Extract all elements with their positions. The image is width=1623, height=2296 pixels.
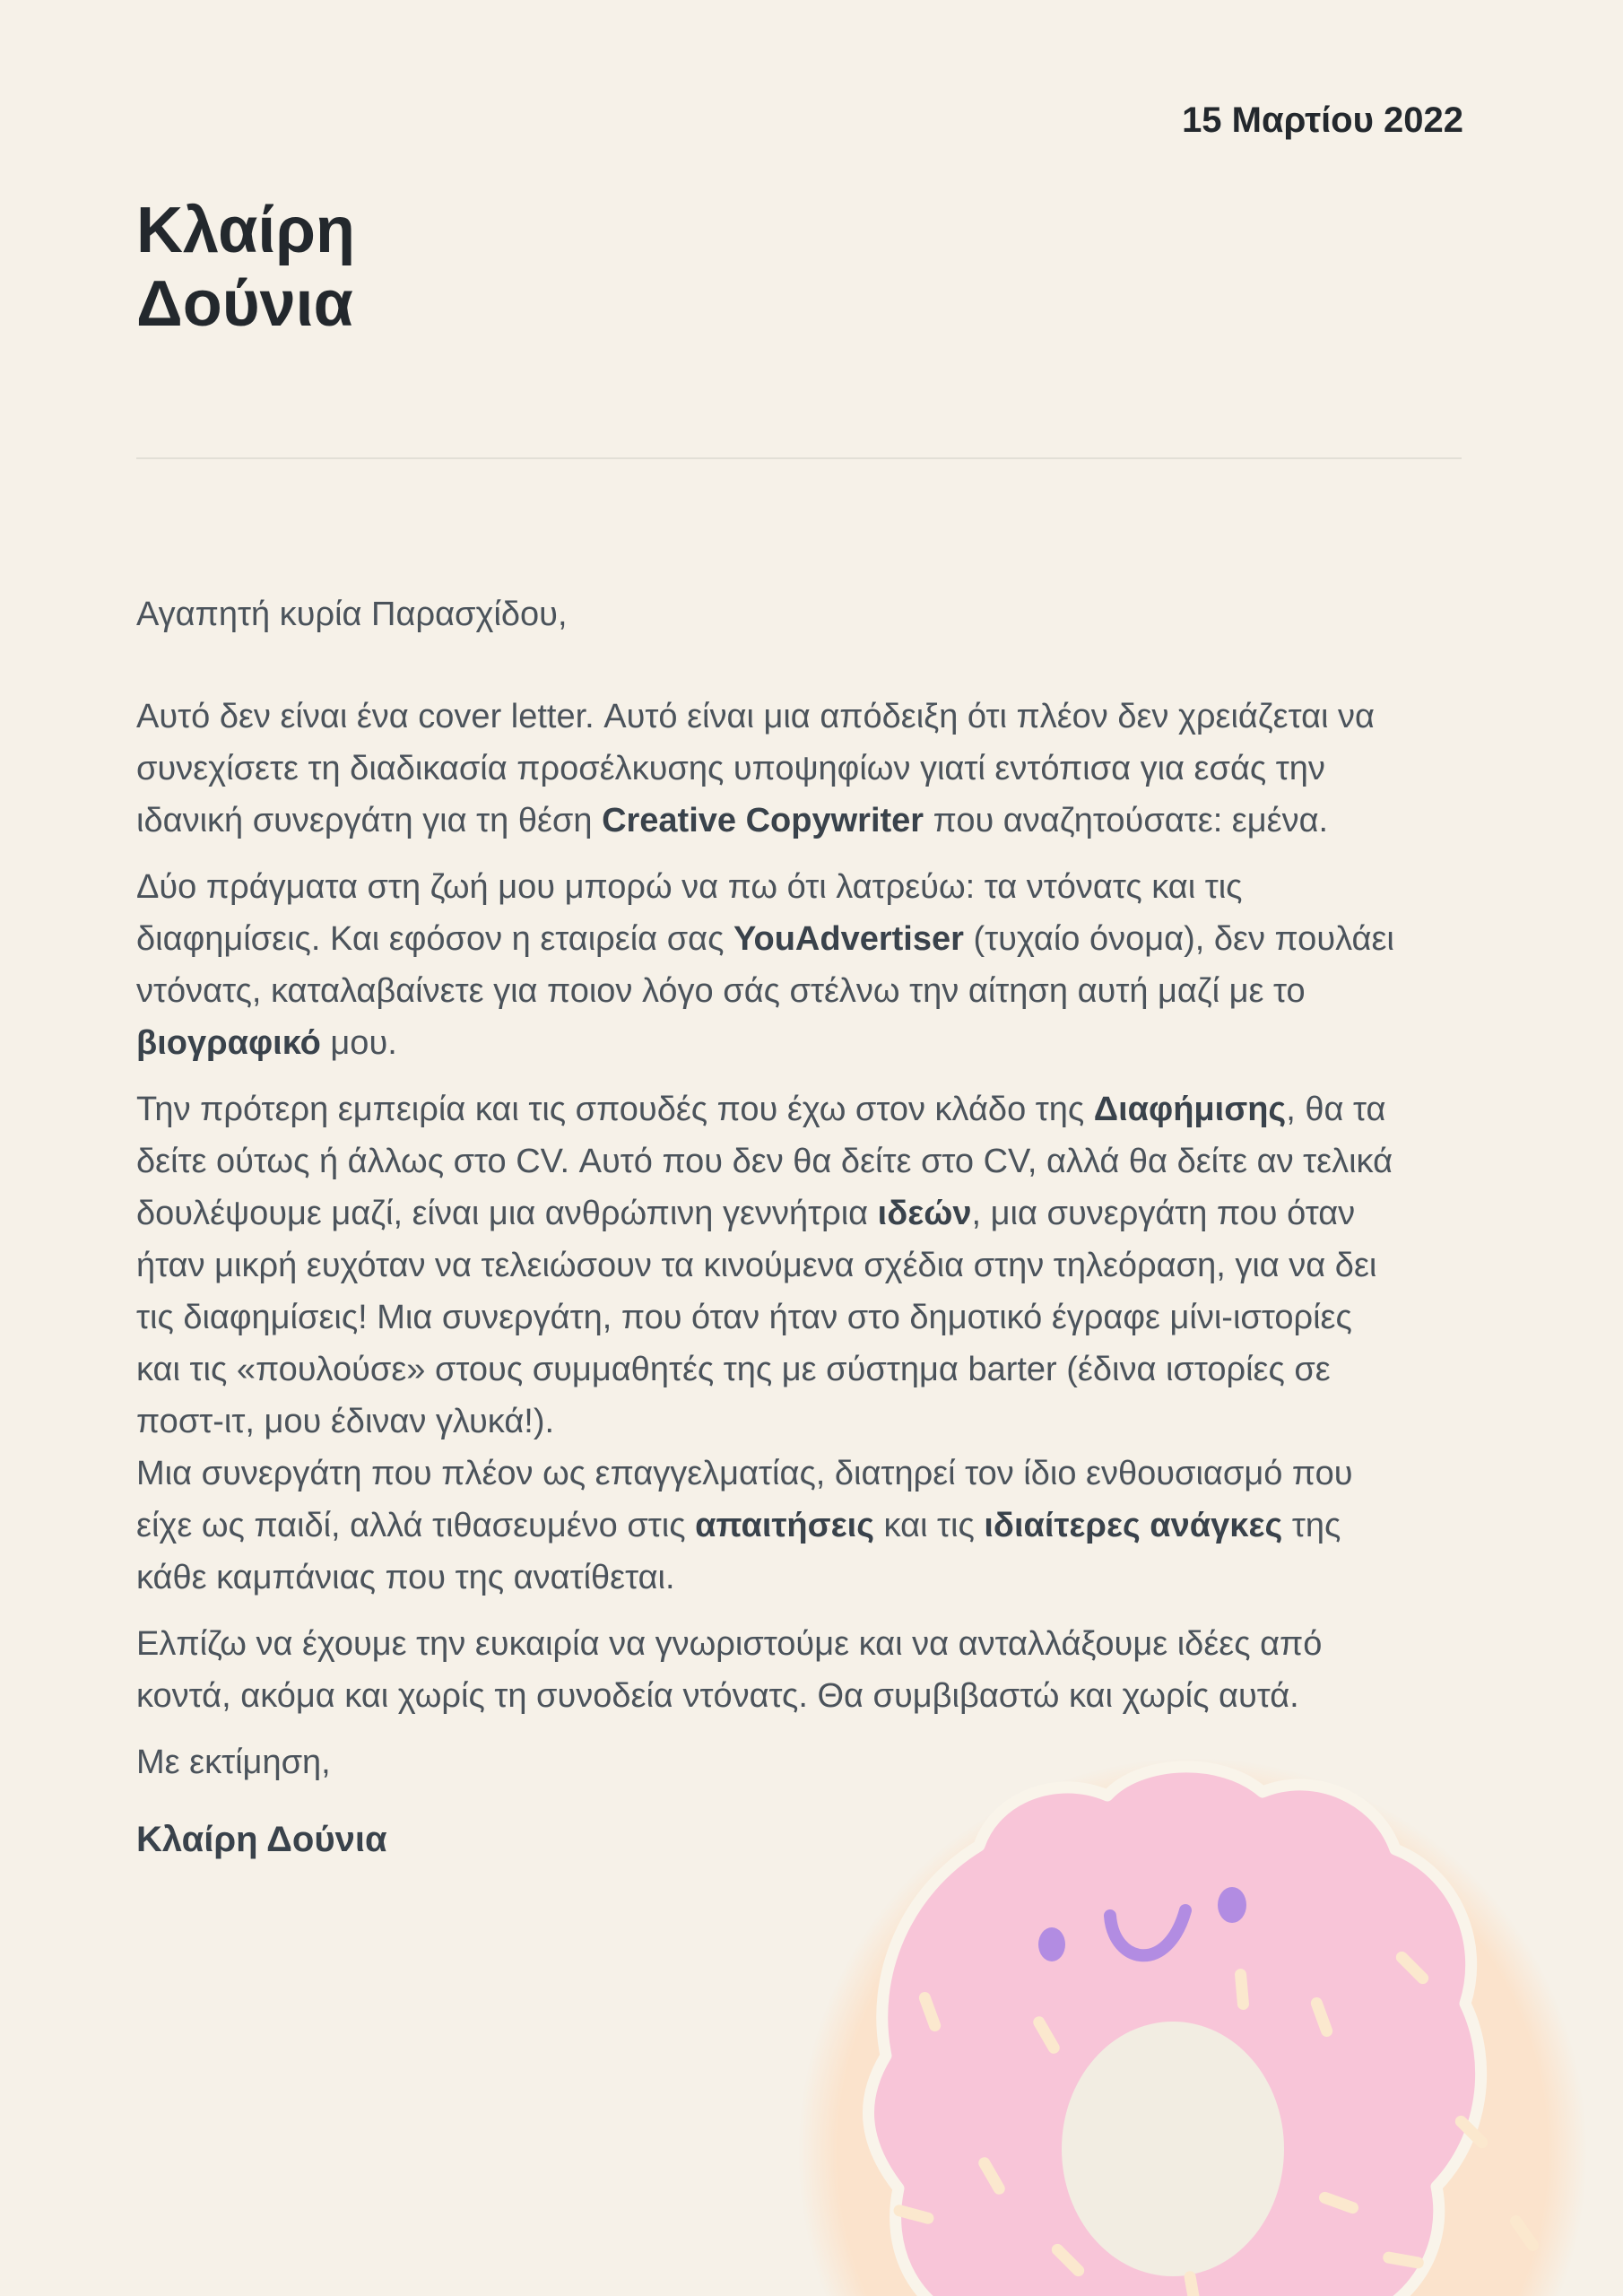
- sprinkle: [1507, 2213, 1541, 2253]
- paragraph-line: Μια συνεργάτη που πλέον ως επαγγελματίας, διατηρεί τον ίδιο ενθουσιασμό που: [136, 1455, 1353, 1492]
- letter-body: [136, 588, 1490, 1866]
- donut-eye-right: [1218, 1887, 1246, 1923]
- letter-paragraphs: [136, 691, 1490, 1722]
- sender-last-name: Δούνια: [136, 268, 353, 341]
- paragraph-line: ποστ-ιτ, μου έδιναν γλυκά!).: [136, 1403, 555, 1440]
- donut-sprinkles: [892, 1949, 1541, 2296]
- sprinkle: [1317, 2190, 1360, 2215]
- paragraph-line: βιογραφικό μου.: [136, 1024, 397, 1062]
- paragraph-line: Δύο πράγματα στη ζωή μου μπορώ να πω ότι λατρεύω: τα ντόνατς και τις: [136, 868, 1243, 906]
- paragraph-line: ντόνατς, καταλαβαίνετε για ποιον λόγο σάς στέλνω την αίτηση αυτή μαζί με το: [136, 972, 1306, 1010]
- closing: Με εκτίμηση,: [136, 1744, 331, 1781]
- paragraph-line: διαφημίσεις. Και εφόσον η εταιρεία σας YouAdvertiser (τυχαίο όνομα), δεν πουλάει: [136, 920, 1394, 958]
- greeting: Αγαπητή κυρία Παρασχίδου,: [136, 596, 568, 633]
- sprinkle: [976, 2155, 1007, 2196]
- sprinkle: [892, 2204, 935, 2225]
- paragraph-line: κάθε καμπάνιας που της ανατίθεται.: [136, 1559, 675, 1596]
- paragraph-line: δείτε ούτως ή άλλως στο CV. Αυτό που δεν θα δείτε στο CV, αλλά θα δείτε αν τελικά: [136, 1143, 1393, 1180]
- sprinkle: [1049, 2241, 1087, 2279]
- paragraph: [136, 1618, 1490, 1722]
- paragraph-line: δουλέψουμε μαζί, είναι μια ανθρώπινη γεννήτρια ιδεών, μια συνεργάτη που όταν: [136, 1195, 1356, 1232]
- header-divider: [136, 457, 1462, 459]
- sprinkle: [1382, 2251, 1425, 2270]
- signature: Κλαίρη Δούνια: [136, 1820, 387, 1859]
- paragraph-line: Αυτό δεν είναι ένα cover letter. Αυτό είναι μια απόδειξη ότι πλέον δεν χρειάζεται να: [136, 698, 1376, 735]
- donut-eye-left: [1038, 1927, 1065, 1961]
- paragraph-line: κοντά, ακόμα και χωρίς τη συνοδεία ντόνατς. Θα συμβιβαστώ και χωρίς αυτά.: [136, 1677, 1299, 1715]
- sprinkle: [1393, 1949, 1431, 1987]
- paragraph-line: είχε ως παιδί, αλλά τιθασευμένο στις απαιτήσεις και τις ιδιαίτερες ανάγκες της: [136, 1507, 1341, 1544]
- paragraph-line: Την πρότερη εμπειρία και τις σπουδές που έχω στον κλάδο της Διαφήμισης, θα τα: [136, 1091, 1386, 1128]
- paragraph-line: ήταν μικρή ευχόταν να τελειώσουν τα κινούμενα σχέδια στην τηλεόραση, για να δει: [136, 1247, 1377, 1284]
- paragraph-line: τις διαφημίσεις! Μια συνεργάτη, που όταν ήταν στο δημοτικό έγραφε μίνι-ιστορίες: [136, 1299, 1352, 1336]
- donut-hole: [1062, 2022, 1284, 2276]
- paragraph: [136, 861, 1490, 1069]
- paragraph-line: και τις «πουλούσε» στους συμμαθητές της με σύστημα barter (έδινα ιστορίες σε: [136, 1351, 1331, 1388]
- paragraph-line: ιδανική συνεργάτη για τη θέση Creative Copywriter που αναζητούσατε: εμένα.: [136, 802, 1329, 839]
- sprinkle: [1453, 2113, 1490, 2151]
- paragraph: [136, 691, 1490, 847]
- sprinkle: [1031, 2014, 1062, 2056]
- paragraph-line: συνεχίσετε τη διαδικασία προσέλκυσης υποψηφίων γιατί εντόπισα για εσάς την: [136, 750, 1325, 787]
- sprinkle: [1309, 1996, 1334, 2039]
- sprinkle: [1235, 1969, 1250, 2011]
- paragraph: [136, 1083, 1490, 1604]
- sender-first-name: Κλαίρη: [136, 195, 355, 267]
- paragraph-line: Ελπίζω να έχουμε την ευκαιρία να γνωριστούμε και να ανταλλάξουμε ιδέες από: [136, 1625, 1323, 1663]
- sender-name: [136, 194, 355, 341]
- sprinkle: [1184, 2270, 1202, 2296]
- letter-date: 15 Μαρτίου 2022: [1182, 100, 1463, 140]
- sprinkle: [917, 1990, 942, 2033]
- donut-smile: [1110, 1910, 1185, 1955]
